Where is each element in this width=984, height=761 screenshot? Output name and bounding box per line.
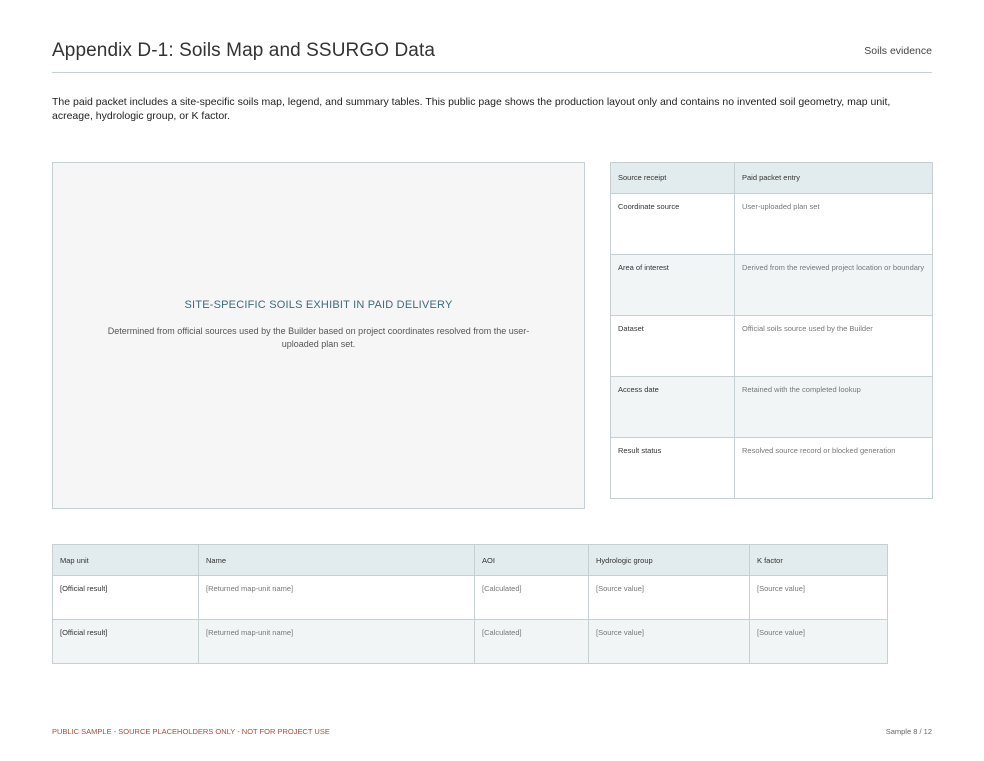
table-row xyxy=(611,438,933,499)
receipt-label: Area of interest xyxy=(611,255,735,316)
table-row xyxy=(53,576,888,620)
table-cell: [Calculated] xyxy=(475,576,589,620)
receipt-label: Result status xyxy=(611,438,735,499)
column-header: Source receipt xyxy=(611,163,735,194)
column-header: K factor xyxy=(750,545,888,576)
soils-exhibit-placeholder xyxy=(52,162,585,509)
table-cell: [Source value] xyxy=(589,620,750,664)
table-row xyxy=(611,255,933,316)
table-cell: [Returned map-unit name] xyxy=(199,620,475,664)
receipt-value: Official soils source used by the Builder xyxy=(735,316,933,377)
receipt-value: Derived from the reviewed project location or boundary xyxy=(735,255,933,316)
sample-notice: PUBLIC SAMPLE - SOURCE PLACEHOLDERS ONLY - NOT FOR PROJECT USE xyxy=(52,727,330,736)
map-units-table xyxy=(52,544,888,664)
receipt-value: User-uploaded plan set xyxy=(735,194,933,255)
exhibit-description: Determined from official sources used by the Builder based on project coordinates resolved from the user-uploaded plan set. xyxy=(107,326,530,349)
column-header: AOI xyxy=(475,545,589,576)
column-header: Name xyxy=(199,545,475,576)
receipt-label: Dataset xyxy=(611,316,735,377)
table-cell: [Official result] xyxy=(53,620,199,664)
column-header: Paid packet entry xyxy=(735,163,933,194)
table-cell: [Source value] xyxy=(750,576,888,620)
table-cell: [Calculated] xyxy=(475,620,589,664)
receipt-value: Retained with the completed lookup xyxy=(735,377,933,438)
page-number: Sample 8 / 12 xyxy=(885,727,932,736)
column-header: Map unit xyxy=(53,545,199,576)
table-header-row xyxy=(611,163,933,194)
table-cell: [Returned map-unit name] xyxy=(199,576,475,620)
table-cell: [Source value] xyxy=(589,576,750,620)
table-cell: [Official result] xyxy=(53,576,199,620)
page-header xyxy=(52,38,932,73)
column-header: Hydrologic group xyxy=(589,545,750,576)
intro-paragraph: The paid packet includes a site-specific soils map, legend, and summary tables. This public page shows the production layout only and contains no invented soil geometry, map unit, acreage, hydrologic group, or K factor. xyxy=(52,96,891,122)
receipt-value: Resolved source record or blocked generation xyxy=(735,438,933,499)
table-row xyxy=(611,316,933,377)
table-row xyxy=(611,377,933,438)
page-title: Appendix D-1: Soils Map and SSURGO Data xyxy=(52,40,436,61)
receipt-label: Access date xyxy=(611,377,735,438)
table-header-row xyxy=(53,545,888,576)
table-row xyxy=(611,194,933,255)
table-cell: [Source value] xyxy=(750,620,888,664)
table-row xyxy=(53,620,888,664)
exhibit-title: SITE-SPECIFIC SOILS EXHIBIT IN PAID DELIVERY xyxy=(184,299,453,311)
section-label: Soils evidence xyxy=(864,45,932,57)
receipt-label: Coordinate source xyxy=(611,194,735,255)
source-receipt-table xyxy=(610,162,933,499)
